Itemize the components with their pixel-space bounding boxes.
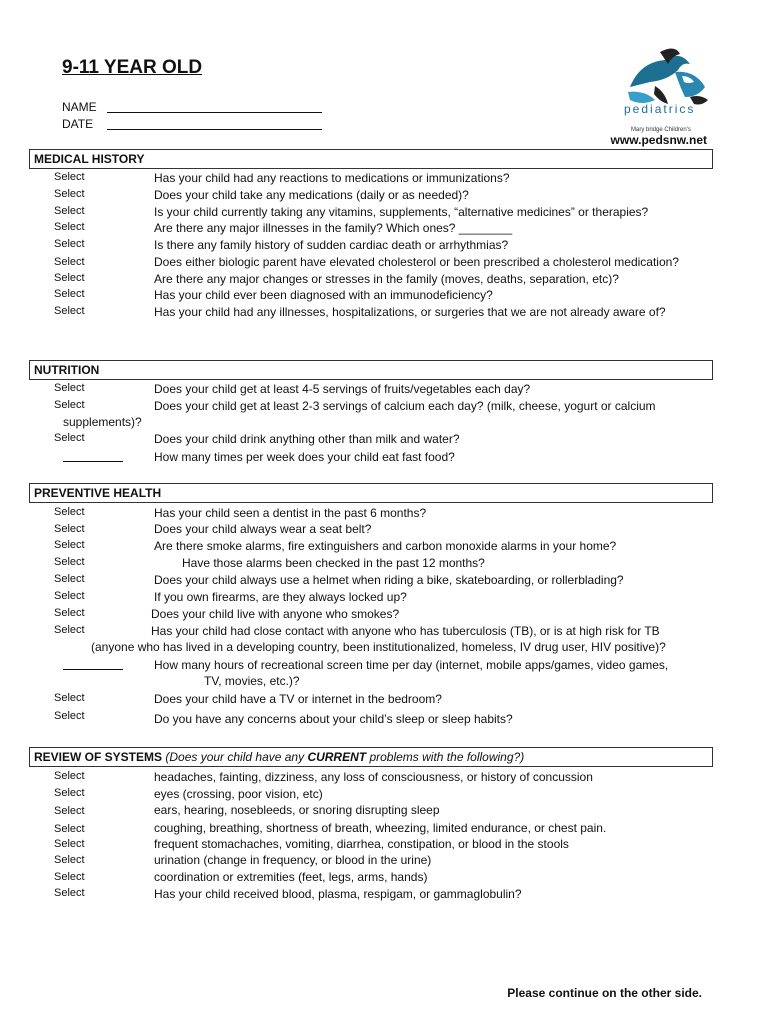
- question: coordination or extremities (feet, legs, arms, hands): [154, 870, 428, 884]
- question: Has your child seen a dentist in the past 6 months?: [154, 506, 427, 520]
- question: urination (change in frequency, or blood in the urine): [154, 853, 432, 867]
- logo-text: pediatrics: [624, 102, 696, 116]
- section-review-of-systems: [29, 747, 713, 767]
- select-dropdown[interactable]: Select: [54, 624, 85, 636]
- question: headaches, fainting, dizziness, any loss of consciousness, or history of concussion: [154, 770, 593, 784]
- date-field[interactable]: [107, 129, 322, 130]
- select-dropdown[interactable]: Select: [54, 399, 85, 411]
- select-dropdown[interactable]: Select: [54, 256, 85, 268]
- date-label: DATE: [62, 117, 94, 131]
- section-title: MEDICAL HISTORY: [34, 152, 145, 166]
- question: Does your child get at least 4-5 servings of fruits/vegetables each day?: [154, 382, 531, 396]
- select-dropdown[interactable]: Select: [54, 288, 85, 300]
- question: Does your child take any medications (daily or as needed)?: [154, 188, 469, 202]
- select-dropdown[interactable]: Select: [54, 272, 85, 284]
- select-dropdown[interactable]: Select: [54, 171, 85, 183]
- name-label: NAME: [62, 100, 97, 114]
- question: Does your child always use a helmet when riding a bike, skateboarding, or rollerblading?: [154, 573, 624, 587]
- question: How many hours of recreational screen time per day (internet, mobile apps/games, video games,: [154, 658, 669, 672]
- section-title: REVIEW OF SYSTEMS: [34, 750, 163, 764]
- question: Has your child ever been diagnosed with an immunodeficiency?: [154, 288, 493, 302]
- answer-blank[interactable]: [63, 461, 123, 462]
- name-field[interactable]: [107, 112, 322, 113]
- orca-logo-icon: [620, 42, 712, 134]
- select-dropdown[interactable]: Select: [54, 692, 85, 704]
- select-dropdown[interactable]: Select: [54, 432, 85, 444]
- question: Has your child had any illnesses, hospitalizations, or surgeries that we are not already aware of?: [154, 305, 666, 319]
- select-dropdown[interactable]: Select: [54, 539, 85, 551]
- select-dropdown[interactable]: Select: [54, 205, 85, 217]
- question: If you own firearms, are they always locked up?: [154, 590, 407, 604]
- select-dropdown[interactable]: Select: [54, 805, 85, 817]
- question: Has your child had any reactions to medications or immunizations?: [154, 171, 510, 185]
- section-preventive-health: [29, 483, 713, 503]
- question: Has your child had close contact with anyone who has tuberculosis (TB), or is at high risk for TB: [151, 624, 660, 638]
- answer-blank[interactable]: [63, 669, 123, 670]
- section-medical-history: [29, 149, 713, 169]
- section-title: PREVENTIVE HEALTH: [34, 486, 162, 500]
- select-dropdown[interactable]: Select: [54, 887, 85, 899]
- select-dropdown[interactable]: Select: [54, 787, 85, 799]
- select-dropdown[interactable]: Select: [54, 590, 85, 602]
- website-link[interactable]: www.pedsnw.net: [610, 133, 707, 147]
- logo-subtext: Mary bridge Children's: [631, 127, 691, 133]
- question: Is there any family history of sudden cardiac death or arrhythmias?: [154, 238, 509, 252]
- select-dropdown[interactable]: Select: [54, 305, 85, 317]
- select-dropdown[interactable]: Select: [54, 238, 85, 250]
- page-title: 9-11 YEAR OLD: [62, 57, 203, 78]
- question: Does your child always wear a seat belt?: [154, 522, 372, 536]
- select-dropdown[interactable]: Select: [54, 188, 85, 200]
- question: frequent stomachaches, vomiting, diarrhea, constipation, or blood in the stools: [154, 837, 569, 851]
- question: Are there smoke alarms, fire extinguishers and carbon monoxide alarms in your home?: [154, 539, 617, 553]
- select-dropdown[interactable]: Select: [54, 523, 85, 535]
- question-continued: TV, movies, etc.)?: [204, 674, 300, 688]
- section-title: NUTRITION: [34, 363, 100, 377]
- question-continued: supplements)?: [63, 415, 142, 429]
- question: Are there any major illnesses in the family? Which ones? ________: [154, 221, 513, 235]
- question: coughing, breathing, shortness of breath, wheezing, limited endurance, or chest pain.: [154, 821, 607, 835]
- select-dropdown[interactable]: Select: [54, 382, 85, 394]
- question: Does your child live with anyone who smokes?: [151, 607, 400, 621]
- question: Is your child currently taking any vitamins, supplements, “alternative medicines” or therapies?: [154, 205, 649, 219]
- select-dropdown[interactable]: Select: [54, 871, 85, 883]
- section-nutrition: [29, 360, 713, 380]
- select-dropdown[interactable]: Select: [54, 838, 85, 850]
- select-dropdown[interactable]: Select: [54, 506, 85, 518]
- select-dropdown[interactable]: Select: [54, 556, 85, 568]
- select-dropdown[interactable]: Select: [54, 854, 85, 866]
- question: Do you have any concerns about your child’s sleep or sleep habits?: [154, 712, 513, 726]
- question: How many times per week does your child eat fast food?: [154, 450, 455, 464]
- question: Has your child received blood, plasma, respigam, or gammaglobulin?: [154, 887, 522, 901]
- select-dropdown[interactable]: Select: [54, 607, 85, 619]
- question: Does your child get at least 2-3 servings of calcium each day? (milk, cheese, yogurt or calcium: [154, 399, 656, 413]
- select-dropdown[interactable]: Select: [54, 770, 85, 782]
- question: Does your child drink anything other than milk and water?: [154, 432, 460, 446]
- footer-note: Please continue on the other side.: [507, 986, 702, 1000]
- select-dropdown[interactable]: Select: [54, 823, 85, 835]
- section-note: (Does your child have any CURRENT problems with the following?): [165, 750, 525, 764]
- select-dropdown[interactable]: Select: [54, 710, 85, 722]
- select-dropdown[interactable]: Select: [54, 573, 85, 585]
- question: Are there any major changes or stresses in the family (moves, deaths, separation, etc)?: [154, 272, 619, 286]
- question: Does either biologic parent have elevated cholesterol or been prescribed a cholesterol medication?: [154, 255, 679, 269]
- question-continued: (anyone who has lived in a developing country, been institutionalized, homeless, IV drug user, HIV positive)?: [91, 640, 666, 654]
- select-dropdown[interactable]: Select: [54, 221, 85, 233]
- question: Does your child have a TV or internet in the bedroom?: [154, 692, 442, 706]
- question: ears, hearing, nosebleeds, or snoring disrupting sleep: [154, 803, 440, 817]
- question: Have those alarms been checked in the past 12 months?: [182, 556, 485, 570]
- question: eyes (crossing, poor vision, etc): [154, 787, 323, 801]
